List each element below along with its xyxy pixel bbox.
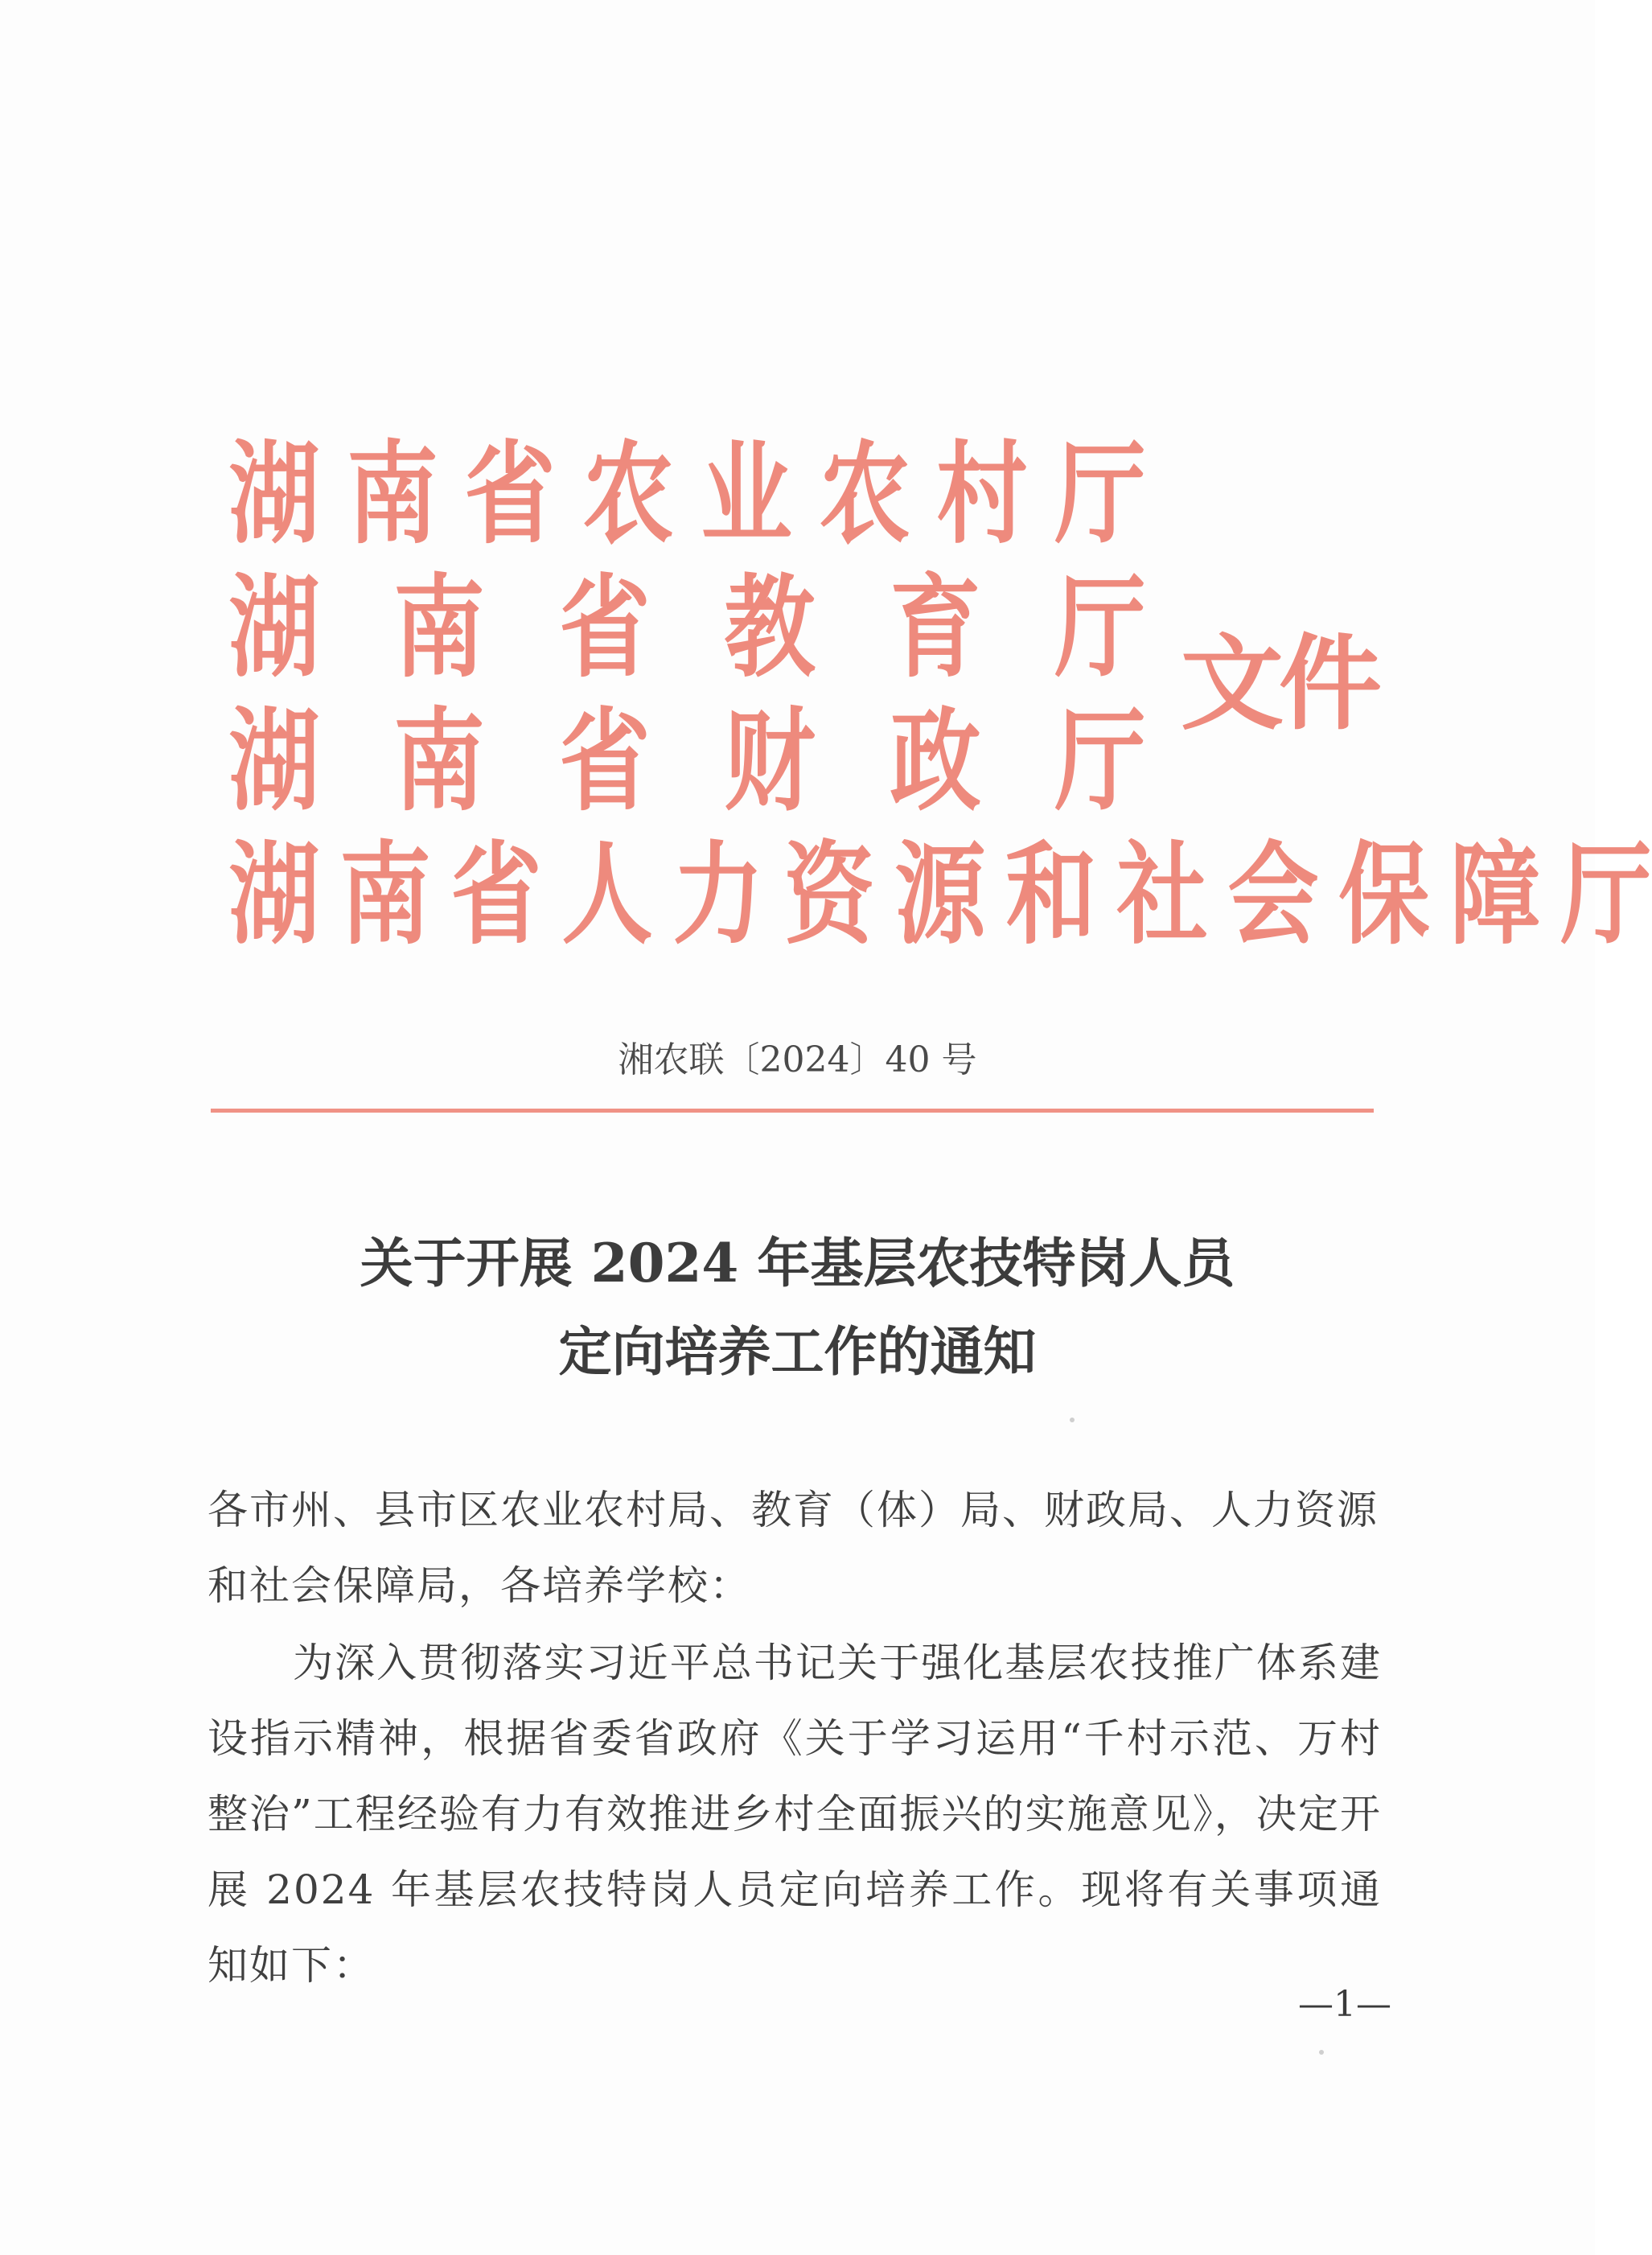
- issuer-char: 社: [1116, 829, 1208, 960]
- issuer-education: [219, 563, 1156, 692]
- addressee: 各市州、县市区农业农村局、教育（体）局、财政局、人力资源和社会保障局，各培养学校：: [208, 1487, 1379, 1609]
- issuer-char: 力: [672, 829, 764, 960]
- issuer-char: 资: [783, 829, 875, 960]
- issuer-char: 人: [561, 829, 653, 960]
- issuer-char: 育: [889, 562, 981, 693]
- issuer-char: 省: [450, 829, 542, 960]
- body-paragraph: 为深入贯彻落实习近平总书记关于强化基层农技推广体系建设指示精神，根据省委省政府《关于学习运用“千村示范、万村整治”工程经验有力有效推进乡村全面振兴的实施意见》，决定开展 2024 年基层农技特岗人员定向培养工作。现将有关事项通知如下：: [208, 1640, 1382, 1989]
- issuer-char: 厅: [1054, 695, 1146, 826]
- issuer-char: 会: [1227, 829, 1319, 960]
- document-number: 湘农联〔2024〕40 号: [618, 1039, 977, 1080]
- issuer-char: 南: [347, 428, 438, 559]
- issuer-char: 源: [894, 829, 986, 960]
- issuer-char: 财: [724, 695, 816, 826]
- issuer-char: 和: [1005, 829, 1097, 960]
- issuer-char: 障: [1449, 829, 1541, 960]
- title-line-2: 定向培养工作的通知: [558, 1320, 1037, 1383]
- scan-speck: [1319, 2050, 1324, 2055]
- issuer-char: 湖: [228, 695, 320, 826]
- document-label: 文件: [1181, 623, 1378, 744]
- issuer-char: 厅: [1054, 562, 1146, 693]
- page-number: —1—: [1298, 1984, 1391, 2025]
- issuer-char: 湖: [228, 829, 320, 960]
- issuer-char: 农: [582, 428, 674, 559]
- issuer-finance: [219, 697, 1156, 825]
- issuer-char: 南: [393, 562, 485, 693]
- issuer-human-resources: [219, 829, 1652, 960]
- issuer-char: 厅: [1560, 829, 1652, 960]
- issuer-char: 省: [464, 428, 557, 559]
- issuer-char: 省: [559, 695, 651, 826]
- issuer-char: 南: [339, 829, 431, 960]
- issuer-char: 厅: [1054, 428, 1146, 559]
- issuer-char: 保: [1338, 829, 1430, 960]
- red-separator-line: [211, 1109, 1374, 1113]
- title-line-1: 关于开展 2024 年基层农技特岗人员: [360, 1232, 1235, 1294]
- issuer-agriculture: [219, 430, 1156, 558]
- issuer-char: 省: [559, 562, 651, 693]
- issuer-char: 村: [936, 428, 1028, 559]
- issuer-char: 农: [818, 428, 910, 559]
- issuer-char: 政: [889, 695, 981, 826]
- issuer-char: 湖: [228, 428, 320, 559]
- issuer-char: 南: [393, 695, 485, 826]
- issuer-char: 湖: [228, 562, 320, 693]
- scan-speck: [1070, 1418, 1075, 1422]
- issuer-char: 业: [701, 428, 792, 559]
- issuer-char: 教: [724, 562, 816, 693]
